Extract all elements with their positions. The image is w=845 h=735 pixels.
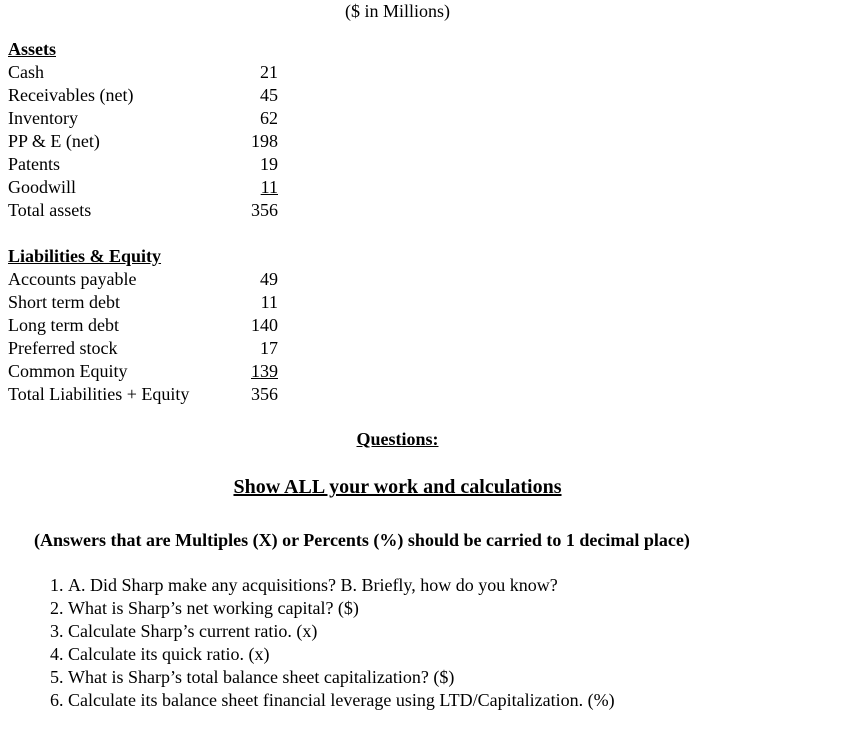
precision-note: (Answers that are Multiples (X) or Percents (%) should be carried to 1 decimal place) xyxy=(34,530,690,550)
liability-row-common-equity xyxy=(8,360,283,383)
row-label: Goodwill xyxy=(8,177,77,197)
liability-row-long-term-debt xyxy=(8,314,283,337)
row-label: Patents xyxy=(8,154,60,174)
row-label: Receivables (net) xyxy=(8,85,134,105)
asset-row-cash xyxy=(8,61,283,84)
asset-row-goodwill xyxy=(8,176,283,199)
asset-row-receivables xyxy=(8,84,283,107)
row-value: 356 xyxy=(251,200,278,220)
instruction-heading: Show ALL your work and calculations xyxy=(233,476,562,498)
row-label: Preferred stock xyxy=(8,338,118,358)
row-label: Total assets xyxy=(8,200,92,220)
assets-heading: Assets xyxy=(8,39,56,59)
row-value: 62 xyxy=(260,108,278,128)
row-value: 49 xyxy=(260,269,278,289)
row-value: 198 xyxy=(251,131,278,151)
units-subtitle: ($ in Millions) xyxy=(344,1,450,21)
row-label: Cash xyxy=(8,62,44,82)
row-label: Total Liabilities + Equity xyxy=(8,384,190,404)
row-value: 19 xyxy=(260,154,278,174)
question-item: 2. What is Sharp’s net working capital? ($) xyxy=(68,597,828,620)
row-label: PP & E (net) xyxy=(8,131,100,151)
row-label: Short term debt xyxy=(8,292,120,312)
row-value: 21 xyxy=(260,62,278,82)
asset-row-patents xyxy=(8,153,283,176)
question-item: 6. Calculate its balance sheet financial leverage using LTD/Capitalization. (%) xyxy=(68,689,828,712)
row-label: Accounts payable xyxy=(8,269,137,289)
row-value: 11 xyxy=(260,177,278,197)
question-item: 3. Calculate Sharp’s current ratio. (x) xyxy=(68,620,828,643)
question-list xyxy=(0,574,828,712)
row-value: 45 xyxy=(260,85,278,105)
asset-row-total xyxy=(8,199,283,222)
asset-row-ppe xyxy=(8,130,283,153)
question-item: 1. A. Did Sharp make any acquisitions? B. Briefly, how do you know? xyxy=(68,574,828,597)
liability-row-total xyxy=(8,383,283,406)
liability-row-preferred-stock xyxy=(8,337,283,360)
row-value: 139 xyxy=(251,361,278,381)
liability-row-short-term-debt xyxy=(8,291,283,314)
row-value: 17 xyxy=(260,338,278,358)
questions-heading: Questions: xyxy=(356,429,439,449)
row-value: 356 xyxy=(251,384,278,404)
question-item: 4. Calculate its quick ratio. (x) xyxy=(68,643,828,666)
row-label: Common Equity xyxy=(8,361,128,381)
asset-row-inventory xyxy=(8,107,283,130)
row-value: 11 xyxy=(260,292,278,312)
liability-row-accounts-payable xyxy=(8,268,283,291)
question-item: 5. What is Sharp’s total balance sheet capitalization? ($) xyxy=(68,666,828,689)
row-value: 140 xyxy=(251,315,278,335)
row-label: Long term debt xyxy=(8,315,119,335)
liabilities-heading: Liabilities & Equity xyxy=(8,246,162,266)
row-label: Inventory xyxy=(8,108,78,128)
